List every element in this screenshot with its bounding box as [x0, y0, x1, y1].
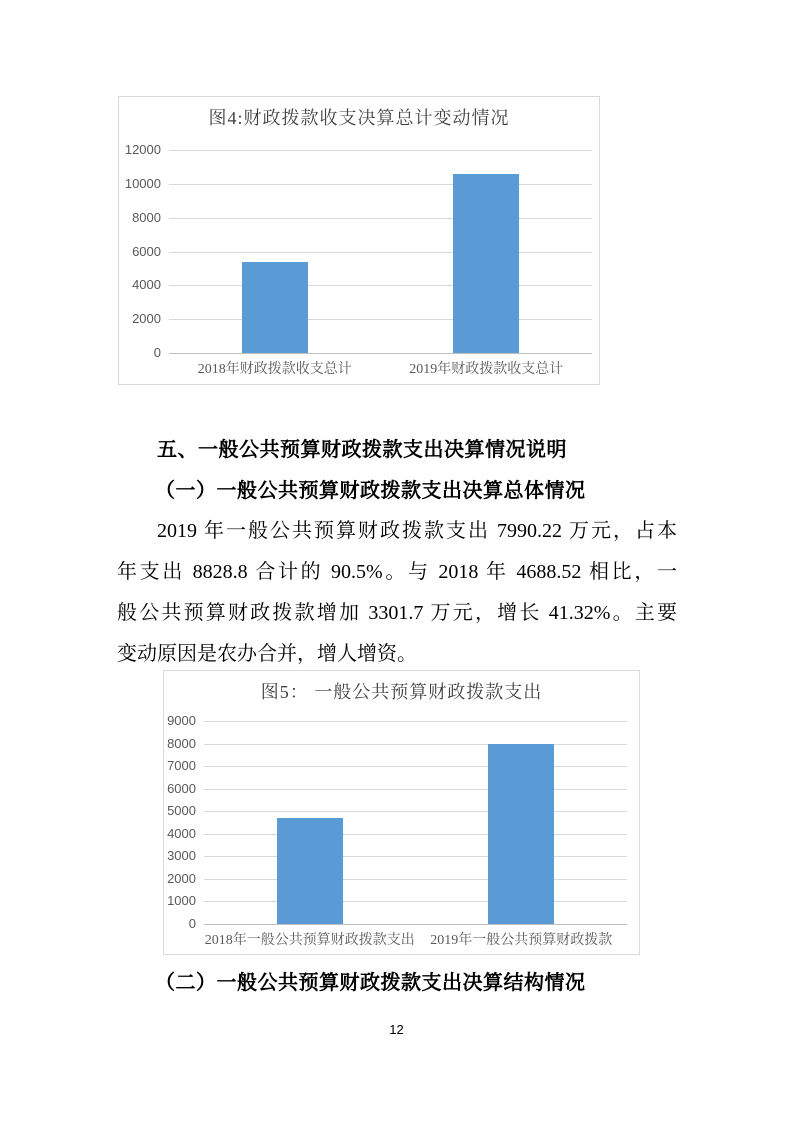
bar [277, 818, 343, 924]
heading-subsection-1: （一）一般公共预算财政拨款支出决算总体情况 [155, 480, 586, 502]
x-axis-line [169, 353, 592, 354]
y-tick-label: 12000 [124, 142, 161, 157]
y-gridline [204, 789, 627, 790]
y-gridline [169, 252, 592, 253]
y-tick-label: 10000 [124, 175, 161, 191]
y-tick-label: 7000 [167, 758, 196, 774]
figure4-chart-title: 图4:财政拨款收支决算总计变动情况 [208, 108, 510, 128]
category-label: 2019年财政拨款收支总计 [409, 362, 564, 377]
figure5-chart [163, 670, 640, 955]
category-label: 2018年一般公共预算财政拨款支出 [204, 933, 415, 948]
y-gridline [169, 184, 592, 185]
y-tick-label: 9000 [167, 713, 196, 728]
y-tick-label: 2000 [132, 311, 161, 327]
body-paragraph [117, 511, 677, 675]
y-gridline [169, 218, 592, 219]
heading-subsection-2: （二）一般公共预算财政拨款支出决算结构情况 [155, 972, 586, 994]
y-gridline [204, 834, 627, 835]
y-tick-label: 5000 [167, 803, 196, 819]
y-gridline [169, 319, 592, 320]
y-tick-label: 4000 [167, 825, 196, 841]
y-gridline [169, 150, 592, 151]
y-tick-label: 4000 [132, 277, 161, 293]
x-axis-line [204, 924, 627, 925]
y-gridline [204, 744, 627, 745]
bar [242, 262, 308, 353]
page-number: 12 [389, 1022, 404, 1037]
y-tick-label: 3000 [167, 848, 196, 864]
y-tick-label: 6000 [132, 243, 161, 259]
bar [453, 174, 519, 353]
y-gridline [204, 856, 627, 857]
y-tick-label: 0 [153, 345, 161, 360]
paragraph-line: 年支出 8828.8 合计的 90.5%。与 2018 年 4688.52 相比，一 [117, 561, 677, 583]
y-gridline [204, 811, 627, 812]
y-tick-label: 8000 [167, 735, 196, 751]
bar [488, 744, 554, 924]
y-tick-label: 0 [188, 916, 196, 931]
y-tick-label: 6000 [167, 780, 196, 796]
paragraph-line: 变动原因是农办合并，增人增资。 [117, 643, 417, 665]
y-tick-label: 1000 [167, 893, 196, 909]
paragraph-line: 般公共预算财政拨款增加 3301.7 万元，增长 41.32%。主要 [117, 602, 677, 624]
y-gridline [204, 721, 627, 722]
y-gridline [204, 879, 627, 880]
y-gridline [204, 901, 627, 902]
y-tick-label: 8000 [132, 209, 161, 225]
figure4-chart [118, 96, 600, 385]
paragraph-line: 2019 年一般公共预算财政拨款支出 7990.22 万元，占本 [157, 520, 677, 542]
category-label: 2019年一般公共预算财政拨款 [430, 933, 613, 948]
heading-section-5: 五、一般公共预算财政拨款支出决算情况说明 [157, 439, 567, 461]
y-gridline [204, 766, 627, 767]
category-label: 2018年财政拨款收支总计 [197, 362, 352, 377]
y-gridline [169, 285, 592, 286]
y-tick-label: 2000 [167, 870, 196, 886]
figure5-chart-title: 图5： 一般公共预算财政拨款支出 [260, 682, 543, 702]
